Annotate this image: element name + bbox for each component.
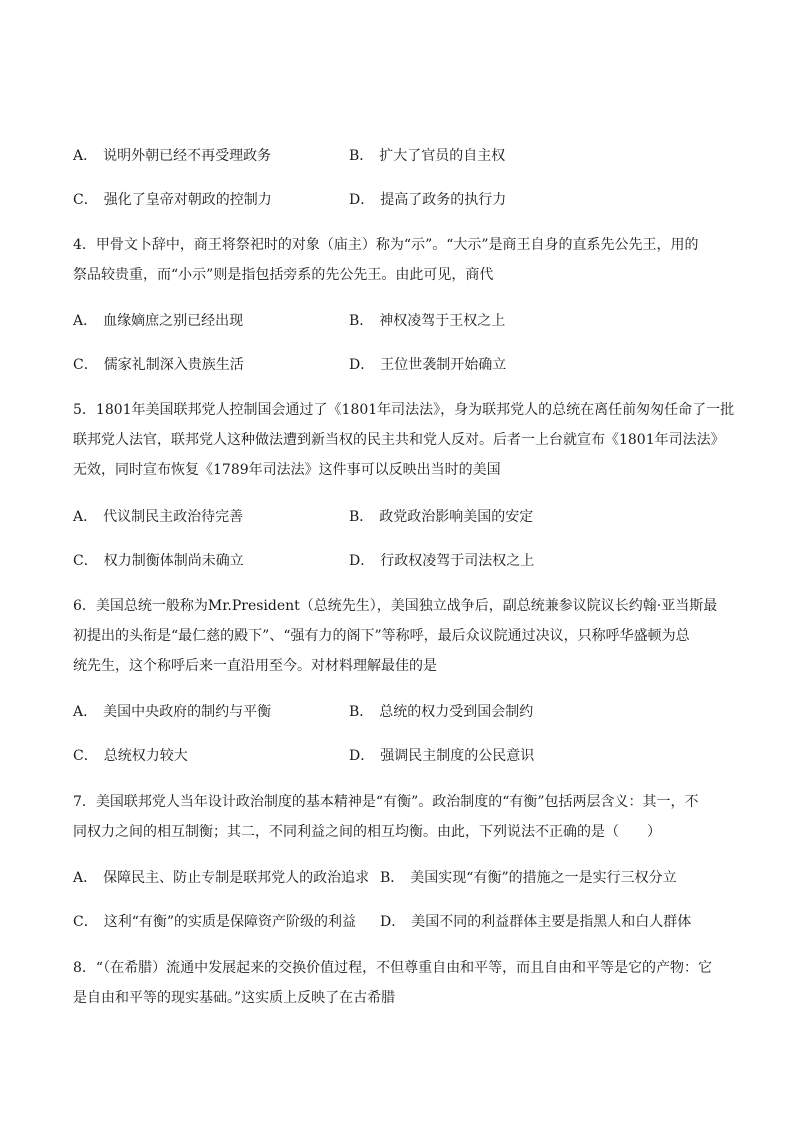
q3-option-d[interactable] [349, 190, 506, 210]
option-letter: D． [380, 914, 406, 930]
option-text: 强化了皇帝对朝政的控制力 [103, 192, 272, 208]
q4-stem-line-1: 4．甲骨文卜辞中，商王将祭祀时的对象（庙主）称为“示”。“大示”是商王自身的直系先公先王，用的 [73, 237, 699, 253]
q6-option-c[interactable] [73, 746, 188, 766]
option-letter: D． [349, 553, 375, 569]
q4-option-d[interactable] [349, 355, 506, 375]
q7-option-b[interactable] [380, 868, 677, 888]
q4-options-row-1 [73, 311, 723, 331]
q3-option-a[interactable] [73, 146, 271, 166]
option-letter: A． [73, 148, 98, 164]
option-letter: B． [349, 148, 374, 164]
q5-option-c[interactable] [73, 551, 244, 571]
q5-stem-line-1: 5．1801年美国联邦党人控制国会通过了《1801年司法法》，身为联邦党人的总统在离任前匆匆任命了一批 [73, 402, 735, 418]
q4-option-c[interactable] [73, 355, 244, 375]
q4-options-row-2 [73, 355, 723, 375]
q3-options-row-1 [73, 146, 723, 166]
option-letter: C． [73, 192, 98, 208]
q6-option-a[interactable] [73, 702, 271, 722]
q7-option-c[interactable] [73, 912, 356, 932]
option-text: 总统权力较大 [103, 748, 188, 764]
q5-options-row-2 [73, 551, 723, 571]
option-text: 美国中央政府的制约与平衡 [103, 704, 272, 720]
option-letter: B． [380, 870, 405, 886]
q6-options-row-2 [73, 746, 723, 766]
q5-options-row-1 [73, 507, 723, 527]
option-text: 美国实现“有衡”的措施之一是实行三权分立 [410, 870, 677, 886]
option-letter: D． [349, 357, 375, 373]
q3-options-row-2 [73, 190, 723, 210]
q6-option-d[interactable] [349, 746, 534, 766]
option-letter: C． [73, 553, 98, 569]
option-letter: B． [349, 313, 374, 329]
option-letter: C． [73, 914, 98, 930]
q6-stem-line-1: 6．美国总统一般称为Mr.President（总统先生），美国独立战争后，副总统兼参议院议长约翰·亚当斯最 [73, 598, 718, 614]
option-letter: B． [349, 509, 374, 525]
q6-stem-line-3: 统先生，这个称呼后来一直沿用至今。对材料理解最佳的是 [73, 658, 437, 674]
option-letter: D． [349, 192, 375, 208]
q3-option-b[interactable] [349, 146, 505, 166]
q5-option-d[interactable] [349, 551, 534, 571]
option-text: 美国不同的利益群体主要是指黑人和白人群体 [411, 914, 692, 930]
q7-option-d[interactable] [380, 912, 691, 932]
option-text: 行政权凌驾于司法权之上 [380, 553, 535, 569]
option-letter: C． [73, 357, 98, 373]
q3-option-c[interactable] [73, 190, 272, 210]
q4-option-a[interactable] [73, 311, 243, 331]
q7-stem-line-2: 同权力之间的相互制衡；其二，不同利益之间的相互均衡。由此，下列说法不正确的是（ ） [73, 824, 661, 840]
q6-stem-line-2: 初提出的头衔是“最仁慈的殿下”、“强有力的阁下”等称呼，最后众议院通过决议，只称呼华盛顿为总 [73, 628, 690, 644]
q4-stem-line-2: 祭品较贵重，而“小示”则是指包括旁系的先公先王。由此可见，商代 [73, 267, 494, 283]
option-letter: A． [73, 509, 98, 525]
q5-stem-line-2: 联邦党人法官，联邦党人这种做法遭到新当权的民主共和党人反对。后者一上台就宣布《1801年司法法》 [73, 432, 725, 448]
option-text: 强调民主制度的公民意识 [380, 748, 535, 764]
q7-option-a[interactable] [73, 868, 369, 888]
q6-options-row-1 [73, 702, 723, 722]
q6-option-b[interactable] [349, 702, 533, 722]
option-text: 权力制衡体制尚未确立 [103, 553, 244, 569]
option-text: 这利“有衡”的实质是保障资产阶级的利益 [103, 914, 357, 930]
option-text: 血缘嫡庶之别已经出现 [103, 313, 244, 329]
option-text: 王位世袭制开始确立 [380, 357, 507, 373]
q5-option-a[interactable] [73, 507, 243, 527]
option-text: 总统的权力受到国会制约 [379, 704, 534, 720]
q8-stem-line-1: 8．“（在希腊）流通中发展起来的交换价值过程，不但尊重自由和平等，而且自由和平等是它的产物：它 [73, 960, 713, 976]
option-text: 政党政治影响美国的安定 [379, 509, 534, 525]
q7-stem-line-1: 7．美国联邦党人当年设计政治制度的基本精神是“有衡”。政治制度的“有衡”包括两层含义：其一，不 [73, 794, 699, 810]
option-letter: A． [73, 704, 98, 720]
q7-options-row-1 [73, 868, 723, 888]
q4-option-b[interactable] [349, 311, 505, 331]
option-text: 儒家礼制深入贵族生活 [103, 357, 244, 373]
option-text: 代议制民主政治待完善 [103, 509, 244, 525]
option-text: 说明外朝已经不再受理政务 [103, 148, 272, 164]
option-letter: A． [73, 313, 98, 329]
option-letter: A． [73, 870, 98, 886]
q8-stem-line-2: 是自由和平等的现实基础。”这实质上反映了在古希腊 [73, 990, 396, 1006]
option-letter: B． [349, 704, 374, 720]
option-text: 神权凌驾于王权之上 [379, 313, 506, 329]
option-letter: D． [349, 748, 375, 764]
option-text: 保障民主、防止专制是联邦党人的政治追求 [103, 870, 370, 886]
q5-stem-line-3: 无效，同时宣布恢复《1789年司法法》这件事可以反映出当时的美国 [73, 462, 501, 478]
option-text: 提高了政务的执行力 [380, 192, 507, 208]
q7-options-row-2 [73, 912, 723, 932]
option-letter: C． [73, 748, 98, 764]
q5-option-b[interactable] [349, 507, 533, 527]
option-text: 扩大了官员的自主权 [379, 148, 506, 164]
